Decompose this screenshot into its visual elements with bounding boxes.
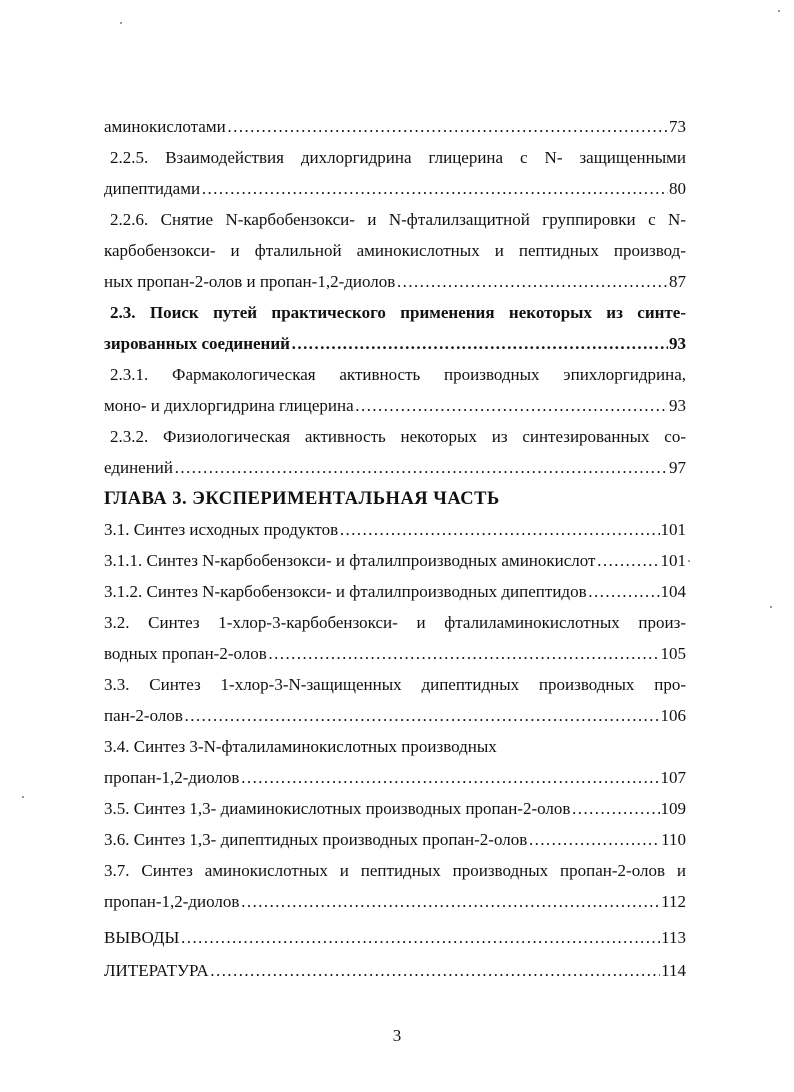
toc-entry-dipeptides (104, 174, 686, 204)
toc-entry-3-7 (104, 856, 686, 886)
toc-entry-text: ЛИТЕРАТУРА (104, 961, 209, 980)
toc-leader-dots (184, 701, 660, 731)
toc-entry-3-3-cont (104, 701, 686, 731)
toc-leader-dots (528, 825, 660, 855)
scan-speck (778, 10, 780, 12)
toc-entry-text: 3.7. Синтез аминокислотных и пептидных производных пропан-2-олов и (104, 861, 686, 880)
toc-entry-text: пропан-1,2-диолов (104, 768, 240, 787)
toc-leader-dots (571, 794, 659, 824)
toc-entry-text: 3.6. Синтез 1,3- дипептидных производных пропан-2-олов (104, 830, 528, 849)
toc-entry-text: 2.2.5. Взаимодействия дихлоргидрина глицерина с N- защищенными (110, 148, 686, 167)
toc-leader-dots (240, 763, 659, 793)
toc-entry-text: карбобензокси- и фталильной аминокислотных и пептидных производ- (104, 241, 686, 260)
toc-entry-3-6 (104, 825, 686, 855)
toc-entry-text: моно- и дихлоргидрина глицерина (104, 396, 354, 415)
toc-entry-aminoacids (104, 112, 686, 142)
toc-entry-3-1-2 (104, 577, 686, 607)
toc-entry-2-2-6 (110, 205, 686, 235)
toc-page-number: 101 (660, 520, 686, 539)
toc-page-number: 93 (669, 396, 686, 415)
toc-entry-literature (104, 956, 686, 986)
toc-entry-propanols (104, 267, 686, 297)
toc-page-number: 113 (661, 928, 686, 947)
toc-leader-dots (210, 956, 661, 986)
toc-page-number: 87 (669, 272, 686, 291)
toc-entry-glycerin (104, 391, 686, 421)
toc-entry-text: 2.2.6. Снятие N-карбобензокси- и N-фталилзащитной группировки с N- (110, 210, 686, 229)
toc-entry-text: водных пропан-2-олов (104, 644, 267, 663)
toc-leader-dots (339, 515, 659, 545)
toc-page-number: 101 (660, 551, 686, 570)
toc-entry-text: пан-2-олов (104, 706, 183, 725)
chapter-heading (104, 484, 686, 514)
toc-leader-dots (396, 267, 668, 297)
toc-page-number: 80 (669, 179, 686, 198)
toc-entry-text: аминокислотами (104, 117, 226, 136)
toc-entry-text: дипептидами (104, 179, 201, 198)
toc-entry-3-4 (104, 732, 686, 762)
toc-leader-dots (240, 887, 660, 917)
scan-speck (120, 22, 122, 24)
toc-entry-3-3 (104, 670, 686, 700)
scan-speck (22, 796, 24, 798)
toc-entry-continuation (104, 236, 686, 266)
toc-entry-2-3-1 (110, 360, 686, 390)
toc-entry-text: 3.4. Синтез 3-N-фталиламинокислотных производных (104, 737, 497, 756)
toc-page-number: 105 (660, 644, 686, 663)
toc-entry-3-1-1 (104, 546, 686, 576)
toc-entry-text: ных пропан-2-олов и пропан-1,2-диолов (104, 272, 396, 291)
toc-page-number: 104 (660, 582, 686, 601)
toc-leader-dots (180, 923, 660, 953)
toc-page-number: 97 (669, 458, 686, 477)
toc-page-number: 107 (660, 768, 686, 787)
toc-entry-text: 3.5. Синтез 1,3- диаминокислотных производных пропан-2-олов (104, 799, 571, 818)
toc-entry-3-4-cont (104, 763, 686, 793)
toc-leader-dots (227, 112, 668, 142)
toc-entry-2-3-2 (110, 422, 686, 452)
scan-speck (688, 560, 690, 562)
toc-entry-3-1 (104, 515, 686, 545)
toc-entry-compounds (104, 453, 686, 483)
toc-leader-dots (174, 453, 668, 483)
toc-entry-text: ВЫВОДЫ (104, 928, 180, 947)
chapter-title: ГЛАВА 3. ЭКСПЕРИМЕНТАЛЬНАЯ ЧАСТЬ (104, 489, 500, 509)
toc-entry-text: 3.1. Синтез исходных продуктов (104, 520, 339, 539)
toc-entry-conclusions (104, 923, 686, 953)
toc-entry-text: 2.3. Поиск путей практического применения некоторых из синте- (110, 303, 686, 322)
toc-entry-text: единений (104, 458, 174, 477)
toc-leader-dots (588, 577, 660, 607)
toc-leader-dots (268, 639, 660, 669)
toc-entry-3-7-cont (104, 887, 686, 917)
toc-entry-text: пропан-1,2-диолов (104, 892, 240, 911)
toc-page-number: 93 (669, 334, 686, 353)
toc-page-number: 106 (660, 706, 686, 725)
toc-page-number: 112 (661, 892, 686, 911)
page-number: 3 (392, 1026, 402, 1045)
toc-entry-2-3 (110, 298, 686, 328)
toc-leader-dots (355, 391, 668, 421)
toc-entry-text: 3.2. Синтез 1-хлор-3-карбобензокси- и фталиламинокислотных произ- (104, 613, 686, 632)
toc-page-number: 114 (661, 961, 686, 980)
toc-entry-2-2-5 (110, 143, 686, 173)
toc-page-number: 109 (660, 799, 686, 818)
toc-page-number: 73 (669, 117, 686, 136)
toc-entry-text: 2.3.2. Физиологическая активность некоторых из синтезированных со- (110, 427, 686, 446)
toc-page-number: 110 (661, 830, 686, 849)
toc-entry-3-2 (104, 608, 686, 638)
toc-entry-synth-compounds (104, 329, 686, 359)
toc-entry-text: 2.3.1. Фармакологическая активность производных эпихлоргидрина, (110, 365, 686, 384)
toc-entry-3-2-cont (104, 639, 686, 669)
toc-entry-3-5 (104, 794, 686, 824)
toc-entry-text: 3.1.1. Синтез N-карбобензокси- и фталилпроизводных аминокислот (104, 551, 596, 570)
toc-entry-text: 3.3. Синтез 1-хлор-3-N-защищенных дипептидных производных про- (104, 675, 686, 694)
toc-leader-dots (291, 329, 668, 359)
toc-entry-text: зированных соединений (104, 334, 290, 353)
scan-speck (770, 606, 772, 608)
toc-entry-text: 3.1.2. Синтез N-карбобензокси- и фталилпроизводных дипептидов (104, 582, 587, 601)
toc-leader-dots (597, 546, 660, 576)
toc-leader-dots (201, 174, 668, 204)
